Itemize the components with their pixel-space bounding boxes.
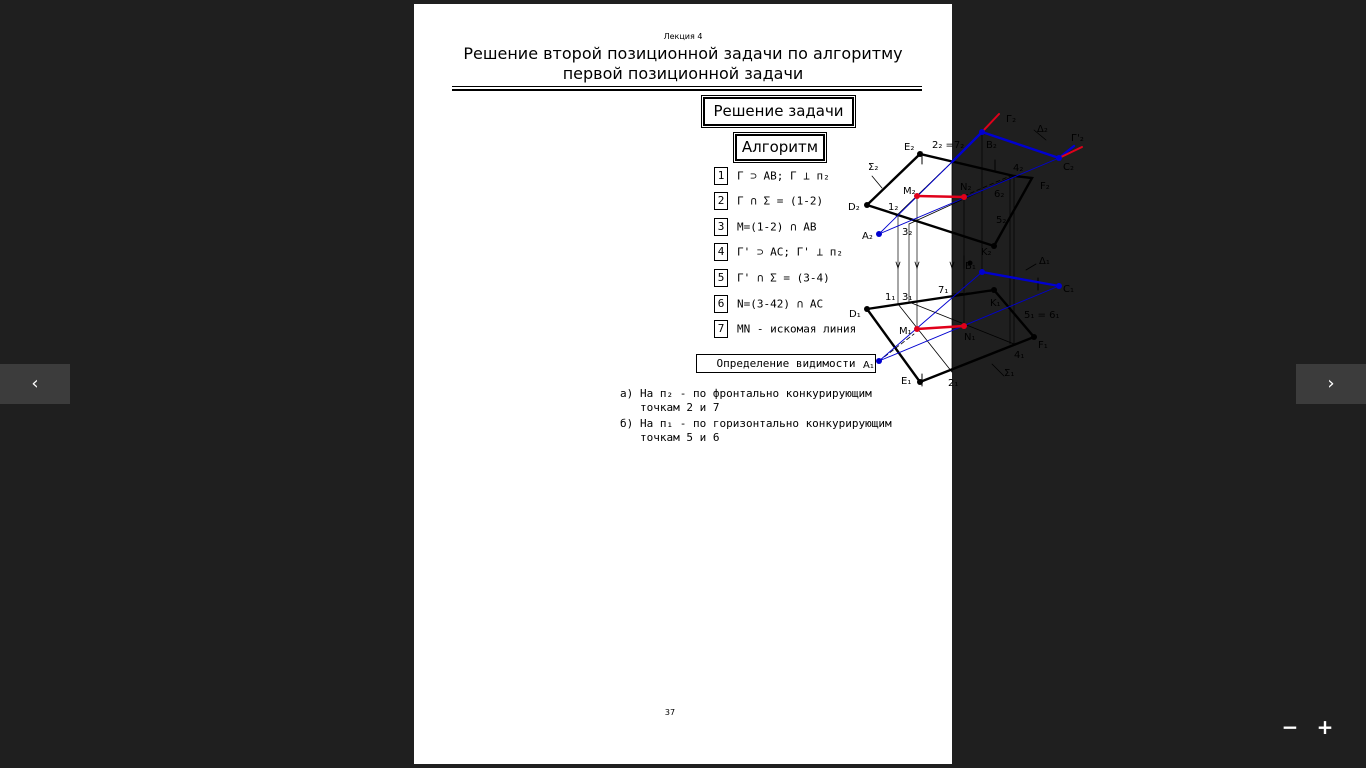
lecture-label: Лекция 4: [663, 32, 703, 41]
sigma2-leader: [872, 176, 882, 188]
delta1-leader: [1026, 264, 1036, 270]
label-5-2: 5₂: [996, 215, 1007, 226]
previous-page-button[interactable]: [0, 364, 70, 404]
label-1-1: 1₁: [885, 292, 896, 303]
algorithm-step: [714, 320, 856, 340]
label-5-6: 5₁ = 6₁: [1024, 310, 1060, 321]
title-rule-thick: [452, 89, 922, 91]
visibility-item-line1: На п₁ - по горизонтально конкурирующим: [640, 417, 892, 430]
label-b1: B₁: [965, 261, 976, 272]
point-e2: [917, 151, 923, 157]
label-n1: N₁: [964, 332, 976, 343]
label-3-1: 3₁: [902, 292, 913, 303]
sigma1-leader: [992, 364, 1004, 376]
title-rule-thin: [452, 86, 922, 87]
step-text: Г ∩ Σ = (1-2): [737, 194, 824, 208]
step-number: 6: [714, 295, 728, 313]
label-4-1: 4₁: [1014, 350, 1025, 361]
point-m1: [914, 326, 920, 332]
step-text: Г' ⊃ АС; Г' ⊥ п₂: [737, 245, 843, 259]
label-delta1: Δ₁: [1039, 256, 1050, 267]
step-text: Г' ∩ Σ = (3-4): [737, 271, 830, 285]
solution-heading: Решение задачи: [703, 97, 854, 126]
label-g2: Г₂: [1006, 114, 1017, 125]
label-k2: K₂: [981, 247, 992, 258]
algorithm-step: [714, 167, 830, 187]
label-6-2: 6₂: [994, 189, 1005, 200]
point-n2: [961, 194, 967, 200]
label-f2: F₂: [1040, 181, 1050, 192]
label-e1: E₁: [901, 376, 912, 387]
step-number: 1: [714, 167, 728, 185]
points: [864, 151, 1037, 385]
label-m1: M₁: [899, 326, 912, 337]
document-page: [414, 4, 1084, 764]
visibility-item-line1: На п₂ - по фронтально конкурирующим: [640, 387, 872, 400]
label-2-7: 2₂ =7₂: [932, 140, 965, 151]
step-text: M=(1-2) ∩ АВ: [737, 220, 817, 234]
label-3-2: 3₂: [902, 227, 913, 238]
point-k1: [991, 287, 997, 293]
line-bc-top: [982, 272, 1059, 286]
visibility-item-label: б): [620, 417, 634, 430]
algorithm-step: [714, 218, 816, 238]
label-7-1: 7₁: [938, 285, 949, 296]
next-page-button[interactable]: [1296, 364, 1366, 404]
visibility-heading: Определение видимости: [696, 354, 876, 373]
minus-icon: −: [1281, 715, 1299, 739]
line-ab-top: [879, 272, 982, 361]
label-sigma2: Σ₂: [868, 162, 879, 173]
point-e1: [917, 379, 923, 385]
algorithm-heading: Алгоритм: [735, 134, 825, 161]
page-number: 37: [664, 708, 676, 717]
page-title: [414, 44, 952, 84]
plus-icon: +: [1316, 715, 1334, 739]
point-c2: [1056, 155, 1062, 161]
point-b1: [979, 269, 985, 275]
visibility-item-label: а): [620, 387, 634, 400]
label-k1: K₁: [990, 298, 1001, 309]
point-f1: [1031, 334, 1037, 340]
point-a2: [876, 231, 882, 237]
step-text: Г ⊃ АВ; Г ⊥ п₂: [737, 169, 830, 183]
line-mn-front: [917, 196, 964, 197]
step-number: 3: [714, 218, 728, 236]
label-a1: A₁: [863, 360, 874, 371]
step-text: N=(3-42) ∩ АС: [737, 297, 824, 311]
point-d2: [864, 202, 870, 208]
algorithm-step: [714, 269, 830, 289]
label-e2: E₂: [904, 142, 915, 153]
title-line-2: первой позиционной задачи: [562, 64, 804, 83]
label-d1: D₁: [849, 309, 861, 320]
step-number: 4: [714, 243, 728, 261]
label-d2: D₂: [848, 202, 860, 213]
zoom-out-button[interactable]: [1279, 716, 1301, 738]
label-1-2: 1₂: [888, 202, 899, 213]
algorithm-step: [714, 192, 823, 212]
step-number: 5: [714, 269, 728, 287]
algorithm-step: [714, 243, 843, 263]
label-m2: M₂: [903, 186, 916, 197]
zoom-in-button[interactable]: [1314, 716, 1336, 738]
label-2-1: 2₁: [948, 378, 959, 389]
point-k2: [991, 243, 997, 249]
trace-g2: [982, 114, 999, 132]
point-n1: [961, 323, 967, 329]
label-b2: B₂: [986, 140, 997, 151]
chevron-left-icon: ‹: [31, 373, 39, 394]
visibility-item-line2: точкам 5 и 6: [640, 431, 720, 444]
plane-sigma2-edge: [867, 205, 994, 246]
label-c2: C₂: [1063, 162, 1074, 173]
label-4-2: 4₂: [1013, 163, 1024, 174]
chevron-right-icon: ›: [1327, 373, 1335, 394]
line-bc-front: [952, 132, 1074, 162]
label-a2: A₂: [862, 231, 873, 242]
label-c1: C₁: [1063, 284, 1074, 295]
step-text: MN - искомая линия: [737, 322, 857, 336]
label-f1: F₁: [1038, 340, 1048, 351]
algorithm-step: [714, 295, 823, 315]
visibility-item-line2: точкам 2 и 7: [640, 401, 720, 414]
label-gp2: Г'₂: [1071, 133, 1084, 144]
label-sigma1: Σ₁: [1004, 368, 1015, 379]
step-number: 2: [714, 192, 728, 210]
title-line-1: Решение второй позиционной задачи по алгоритму: [463, 44, 903, 63]
label-delta2: Δ₂: [1037, 124, 1048, 135]
point-c1: [1056, 283, 1062, 289]
point-b2: [979, 129, 985, 135]
label-n2: N₂: [960, 182, 972, 193]
point-d1: [864, 306, 870, 312]
point-a1: [876, 358, 882, 364]
step-number: 7: [714, 320, 728, 338]
